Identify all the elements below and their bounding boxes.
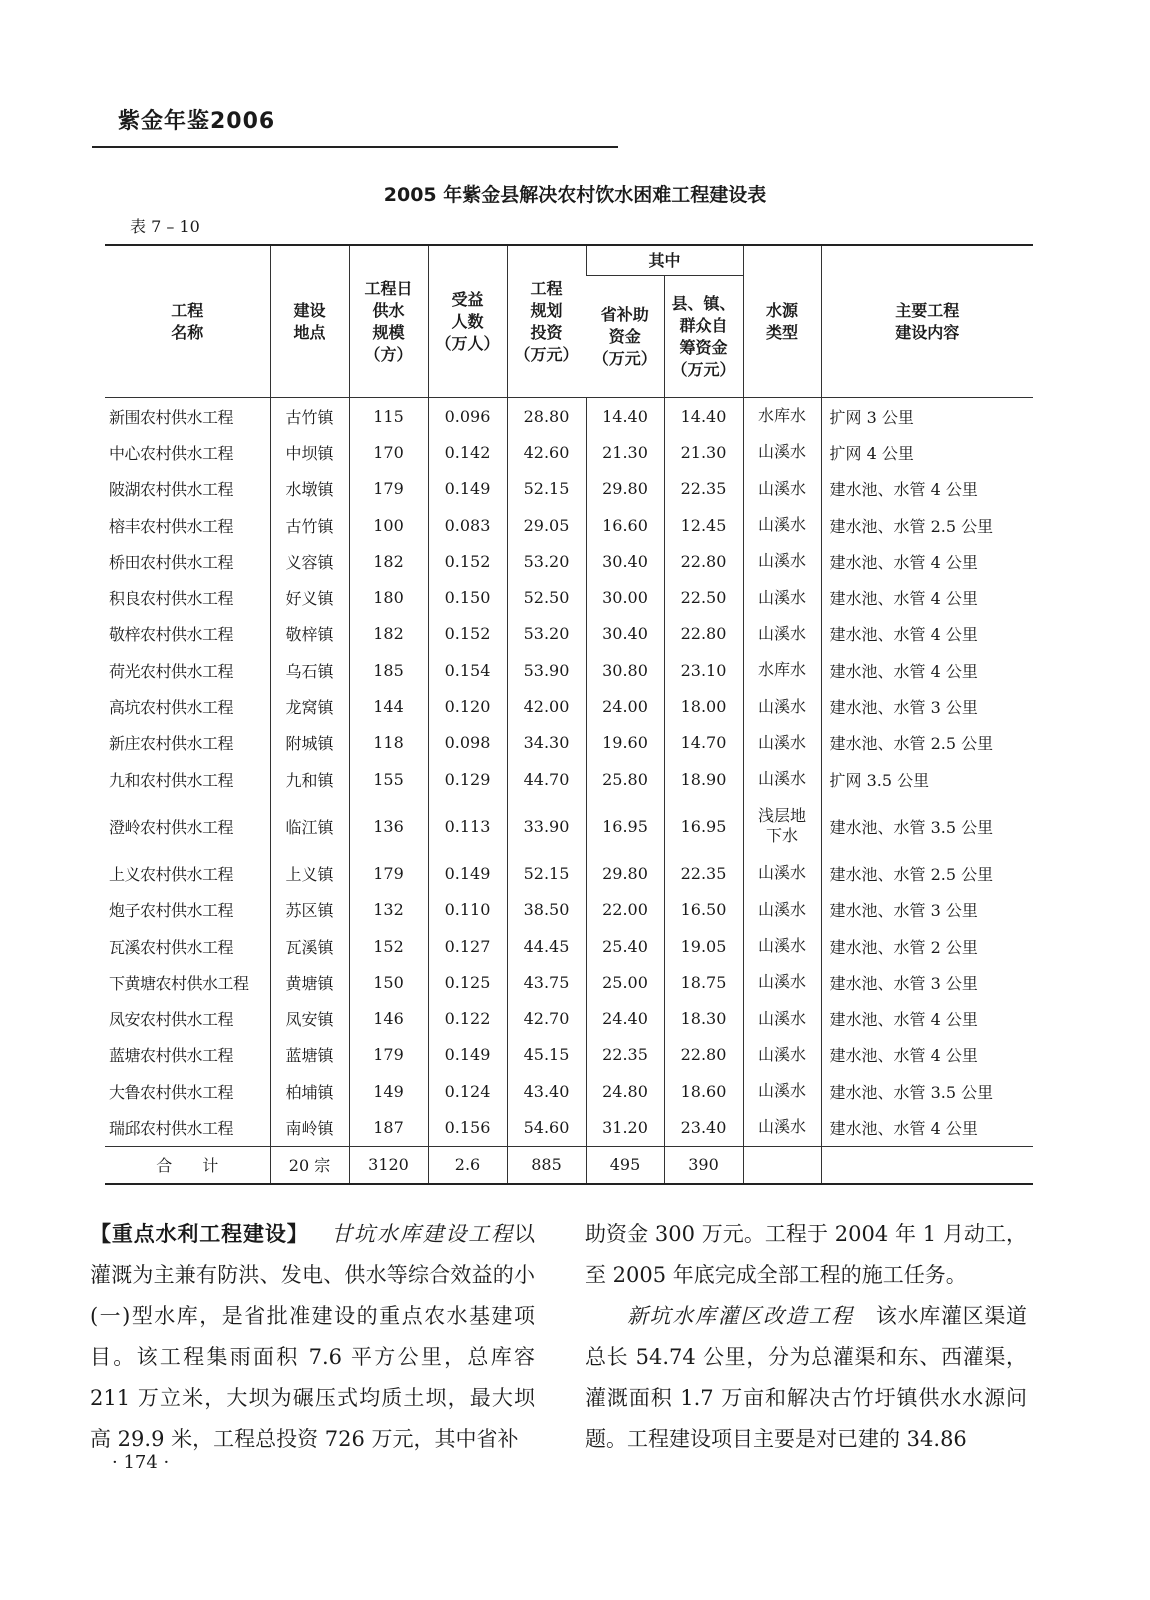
table-row: [105, 507, 1033, 543]
cell-name: 瑞邱农村供水工程: [109, 1118, 234, 1138]
table-row: [105, 761, 1033, 797]
cell-name: 荷光农村供水工程: [109, 661, 234, 681]
cell-name: 上义农村供水工程: [109, 864, 234, 884]
cell-local: 14.40: [664, 398, 743, 435]
cell-invest: 53.20: [507, 616, 586, 652]
table-row: [105, 1037, 1033, 1073]
cell-content: 建水池、水管 4 公里: [821, 1037, 1033, 1073]
cell-content: 扩网 3.5 公里: [821, 761, 1033, 797]
cell-local: 18.60: [664, 1073, 743, 1109]
cell-scale: 146: [349, 1000, 428, 1036]
cell-people: 0.113: [428, 797, 507, 855]
cell-site: 凤安镇: [270, 1000, 349, 1036]
left-column: [90, 1214, 535, 1460]
cell-local: 18.90: [664, 761, 743, 797]
cell-name: 瓦溪农村供水工程: [109, 937, 234, 957]
cell-source: 水库水: [743, 398, 821, 435]
table-row: [105, 1073, 1033, 1109]
cell-people: 0.122: [428, 1000, 507, 1036]
total-local: 390: [664, 1146, 743, 1184]
cell-content: 建水池、水管 2.5 公里: [821, 507, 1033, 543]
cell-content: 建水池、水管 3 公里: [821, 964, 1033, 1000]
cell-local: 18.00: [664, 688, 743, 724]
cell-source: 山溪水: [743, 1037, 821, 1073]
cell-invest: 52.15: [507, 855, 586, 891]
cell-source: 山溪水: [743, 928, 821, 964]
cell-source: 山溪水: [743, 1109, 821, 1146]
cell-local: 22.35: [664, 855, 743, 891]
table-row: [105, 579, 1033, 615]
cell-source: 山溪水: [743, 579, 821, 615]
cell-source: 山溪水: [743, 543, 821, 579]
header-invest: 工程 规划 投资 （万元）: [507, 245, 586, 398]
cell-scale: 155: [349, 761, 428, 797]
cell-prov: 29.80: [586, 855, 664, 891]
cell-prov: 25.80: [586, 761, 664, 797]
cell-name: 蓝塘农村供水工程: [109, 1046, 234, 1066]
cell-prov: 24.00: [586, 688, 664, 724]
header-people: 受益 人数 （万人）: [428, 245, 507, 398]
cell-scale: 132: [349, 892, 428, 928]
cell-name: 凤安农村供水工程: [109, 1010, 234, 1030]
total-empty: [821, 1146, 1033, 1184]
cell-content: 建水池、水管 3 公里: [821, 892, 1033, 928]
cell-site: 蓝塘镇: [270, 1037, 349, 1073]
cell-invest: 29.05: [507, 507, 586, 543]
xinkeng-subtitle: 新坑水库灌区改造工程: [627, 1304, 854, 1328]
cell-invest: 52.50: [507, 579, 586, 615]
cell-site: 临江镇: [270, 797, 349, 855]
total-empty: [743, 1146, 821, 1184]
cell-source: 山溪水: [743, 434, 821, 470]
cell-source: 山溪水: [743, 892, 821, 928]
cell-source: 山溪水: [743, 616, 821, 652]
header-content: 主要工程 建设内容: [821, 245, 1033, 398]
table-row: [105, 434, 1033, 470]
cell-site: 附城镇: [270, 725, 349, 761]
table-row: [105, 928, 1033, 964]
cell-local: 22.80: [664, 616, 743, 652]
cell-people: 0.129: [428, 761, 507, 797]
cell-scale: 100: [349, 507, 428, 543]
cell-name: 九和农村供水工程: [109, 770, 234, 790]
cell-source: 浅层地 下水: [743, 797, 821, 855]
cell-prov: 14.40: [586, 398, 664, 435]
cell-name: 中心农村供水工程: [109, 443, 234, 463]
table-row: [105, 688, 1033, 724]
cell-content: 建水池、水管 4 公里: [821, 579, 1033, 615]
cell-local: 16.95: [664, 797, 743, 855]
table-row: [105, 964, 1033, 1000]
cell-people: 0.149: [428, 1037, 507, 1073]
cell-site: 九和镇: [270, 761, 349, 797]
header-scale: 工程日 供水 规模 （方）: [349, 245, 428, 398]
cell-scale: 182: [349, 616, 428, 652]
cell-people: 0.120: [428, 688, 507, 724]
table-row: [105, 725, 1033, 761]
cell-name: 桥田农村供水工程: [109, 552, 234, 572]
cell-site: 柏埔镇: [270, 1073, 349, 1109]
cell-source: 山溪水: [743, 1073, 821, 1109]
table-number: 表 7 – 10: [130, 217, 200, 236]
cell-local: 14.70: [664, 725, 743, 761]
cell-invest: 45.15: [507, 1037, 586, 1073]
table-row: [105, 1000, 1033, 1036]
cell-people: 0.124: [428, 1073, 507, 1109]
table-body: [105, 398, 1033, 1184]
cell-content: 建水池、水管 4 公里: [821, 1109, 1033, 1146]
cell-content: 建水池、水管 3.5 公里: [821, 797, 1033, 855]
cell-site: 古竹镇: [270, 398, 349, 435]
xinkeng-text: 该水库灌区渠道总长 54.74 公里，分为总灌渠和东、西灌渠，灌溉面积 1.7 万亩和解决古竹圩镇供水水源问题。工程建设项目主要是对已建的 34.86: [585, 1304, 1028, 1451]
cell-name: 敬梓农村供水工程: [109, 625, 234, 645]
cell-people: 0.152: [428, 543, 507, 579]
cell-invest: 53.20: [507, 543, 586, 579]
cell-invest: 44.70: [507, 761, 586, 797]
cell-content: 建水池、水管 4 公里: [821, 1000, 1033, 1036]
cell-prov: 24.80: [586, 1073, 664, 1109]
cell-people: 0.156: [428, 1109, 507, 1146]
cell-local: 16.50: [664, 892, 743, 928]
cell-name: 澄岭农村供水工程: [109, 817, 234, 837]
total-prov: 495: [586, 1146, 664, 1184]
cell-source: 水库水: [743, 652, 821, 688]
cell-source: 山溪水: [743, 725, 821, 761]
cell-scale: 149: [349, 1073, 428, 1109]
cell-local: 22.80: [664, 1037, 743, 1073]
cell-site: 南岭镇: [270, 1109, 349, 1146]
cell-invest: 53.90: [507, 652, 586, 688]
cell-local: 22.50: [664, 579, 743, 615]
table-row: [105, 1109, 1033, 1146]
cell-local: 22.80: [664, 543, 743, 579]
cell-scale: 144: [349, 688, 428, 724]
cell-invest: 43.75: [507, 964, 586, 1000]
cell-people: 0.110: [428, 892, 507, 928]
header-local: 县、镇、 群众自 筹资金 （万元）: [664, 276, 743, 398]
cell-invest: 38.50: [507, 892, 586, 928]
cell-site: 苏区镇: [270, 892, 349, 928]
cell-scale: 179: [349, 1037, 428, 1073]
cell-people: 0.096: [428, 398, 507, 435]
cell-site: 敬梓镇: [270, 616, 349, 652]
total-site: 20 宗: [270, 1146, 349, 1184]
cell-name: 大鲁农村供水工程: [109, 1082, 234, 1102]
cell-site: 水墩镇: [270, 471, 349, 507]
cell-site: 义容镇: [270, 543, 349, 579]
water-project-table: [105, 244, 1033, 1185]
cell-content: 建水池、水管 4 公里: [821, 543, 1033, 579]
cell-invest: 28.80: [507, 398, 586, 435]
header-group: 其中: [586, 245, 743, 276]
cell-people: 0.149: [428, 471, 507, 507]
right-paragraph-1: 助资金 300 万元。工程于 2004 年 1 月动工，至 2005 年底完成全部工程的施工任务。: [585, 1222, 1027, 1287]
cell-content: 扩网 3 公里: [821, 398, 1033, 435]
cell-prov: 19.60: [586, 725, 664, 761]
cell-people: 0.083: [428, 507, 507, 543]
cell-content: 建水池、水管 3.5 公里: [821, 1073, 1033, 1109]
page-number: · 174 ·: [112, 1452, 170, 1473]
cell-local: 22.35: [664, 471, 743, 507]
table-row: [105, 616, 1033, 652]
cell-local: 18.75: [664, 964, 743, 1000]
cell-prov: 22.35: [586, 1037, 664, 1073]
cell-content: 建水池、水管 2 公里: [821, 928, 1033, 964]
cell-invest: 52.15: [507, 471, 586, 507]
cell-scale: 179: [349, 471, 428, 507]
header-rule: [92, 146, 618, 148]
cell-people: 0.150: [428, 579, 507, 615]
cell-invest: 54.60: [507, 1109, 586, 1146]
cell-name: 下黄塘农村供水工程: [109, 973, 249, 993]
cell-prov: 31.20: [586, 1109, 664, 1146]
cell-scale: 136: [349, 797, 428, 855]
cell-content: 建水池、水管 2.5 公里: [821, 855, 1033, 891]
cell-prov: 16.60: [586, 507, 664, 543]
cell-content: 建水池、水管 4 公里: [821, 471, 1033, 507]
cell-name: 积良农村供水工程: [109, 589, 234, 609]
cell-prov: 16.95: [586, 797, 664, 855]
cell-name: 炮子农村供水工程: [109, 901, 234, 921]
cell-scale: 185: [349, 652, 428, 688]
table-row: [105, 471, 1033, 507]
cell-site: 古竹镇: [270, 507, 349, 543]
cell-prov: 24.40: [586, 1000, 664, 1036]
cell-source: 山溪水: [743, 855, 821, 891]
header-site: 建设 地点: [270, 245, 349, 398]
cell-name: 新庄农村供水工程: [109, 734, 234, 754]
cell-content: 扩网 4 公里: [821, 434, 1033, 470]
cell-invest: 43.40: [507, 1073, 586, 1109]
cell-invest: 42.00: [507, 688, 586, 724]
total-scale: 3120: [349, 1146, 428, 1184]
ganken-subtitle: 甘坑水库建设工程: [331, 1222, 515, 1246]
cell-site: 黄塘镇: [270, 964, 349, 1000]
cell-prov: 29.80: [586, 471, 664, 507]
header-name: 工程 名称: [105, 245, 270, 398]
cell-name: 榕丰农村供水工程: [109, 516, 234, 536]
cell-scale: 187: [349, 1109, 428, 1146]
cell-scale: 152: [349, 928, 428, 964]
header-source: 水源 类型: [743, 245, 821, 398]
cell-people: 0.154: [428, 652, 507, 688]
cell-prov: 30.40: [586, 616, 664, 652]
cell-local: 23.40: [664, 1109, 743, 1146]
cell-invest: 42.70: [507, 1000, 586, 1036]
cell-content: 建水池、水管 2.5 公里: [821, 725, 1033, 761]
table-title: 2005 年紫金县解决农村饮水困难工程建设表: [383, 184, 767, 206]
cell-scale: 180: [349, 579, 428, 615]
table-row: [105, 797, 1033, 855]
cell-content: 建水池、水管 4 公里: [821, 652, 1033, 688]
cell-source: 山溪水: [743, 964, 821, 1000]
table-row: [105, 543, 1033, 579]
table-row: [105, 652, 1033, 688]
cell-people: 0.127: [428, 928, 507, 964]
cell-local: 21.30: [664, 434, 743, 470]
cell-scale: 150: [349, 964, 428, 1000]
table-row: [105, 398, 1033, 435]
cell-invest: 44.45: [507, 928, 586, 964]
cell-scale: 179: [349, 855, 428, 891]
cell-prov: 30.80: [586, 652, 664, 688]
cell-source: 山溪水: [743, 1000, 821, 1036]
cell-prov: 25.00: [586, 964, 664, 1000]
cell-scale: 182: [349, 543, 428, 579]
cell-source: 山溪水: [743, 688, 821, 724]
header-prov: 省补助 资金 （万元）: [586, 276, 664, 398]
cell-invest: 34.30: [507, 725, 586, 761]
cell-invest: 42.60: [507, 434, 586, 470]
cell-site: 中坝镇: [270, 434, 349, 470]
cell-local: 18.30: [664, 1000, 743, 1036]
cell-prov: 30.00: [586, 579, 664, 615]
total-invest: 885: [507, 1146, 586, 1184]
ganken-text: 以灌溉为主兼有防洪、发电、供水等综合效益的小(一)型水库，是省批准建设的重点农水基建项目。该工程集雨面积 7.6 平方公里，总库容 211 万立米，大坝为碾压式均质土坝，最大坝高 29.9 米，工程总投资 726 万元，其中省补: [90, 1222, 536, 1451]
cell-site: 好义镇: [270, 579, 349, 615]
cell-people: 0.142: [428, 434, 507, 470]
cell-site: 龙窝镇: [270, 688, 349, 724]
cell-name: 新围农村供水工程: [109, 407, 234, 427]
cell-site: 瓦溪镇: [270, 928, 349, 964]
cell-scale: 118: [349, 725, 428, 761]
right-column: [585, 1214, 1027, 1460]
cell-people: 0.125: [428, 964, 507, 1000]
cell-invest: 33.90: [507, 797, 586, 855]
cell-site: 乌石镇: [270, 652, 349, 688]
total-row: [105, 1146, 1033, 1184]
cell-local: 12.45: [664, 507, 743, 543]
cell-content: 建水池、水管 4 公里: [821, 616, 1033, 652]
table-row: [105, 892, 1033, 928]
cell-name: 高坑农村供水工程: [109, 698, 234, 718]
total-people: 2.6: [428, 1146, 507, 1184]
cell-scale: 115: [349, 398, 428, 435]
cell-content: 建水池、水管 3 公里: [821, 688, 1033, 724]
cell-local: 23.10: [664, 652, 743, 688]
cell-source: 山溪水: [743, 761, 821, 797]
total-label: 合计: [105, 1146, 270, 1184]
section-heading: 【重点水利工程建设】: [90, 1222, 309, 1246]
cell-name: 陂湖农村供水工程: [109, 480, 234, 500]
table-row: [105, 855, 1033, 891]
cell-prov: 30.40: [586, 543, 664, 579]
cell-source: 山溪水: [743, 471, 821, 507]
cell-site: 上义镇: [270, 855, 349, 891]
yearbook-title: 紫金年鉴2006: [118, 109, 276, 134]
cell-prov: 25.40: [586, 928, 664, 964]
cell-scale: 170: [349, 434, 428, 470]
cell-people: 0.149: [428, 855, 507, 891]
cell-local: 19.05: [664, 928, 743, 964]
cell-prov: 21.30: [586, 434, 664, 470]
cell-people: 0.152: [428, 616, 507, 652]
cell-prov: 22.00: [586, 892, 664, 928]
cell-people: 0.098: [428, 725, 507, 761]
cell-source: 山溪水: [743, 507, 821, 543]
